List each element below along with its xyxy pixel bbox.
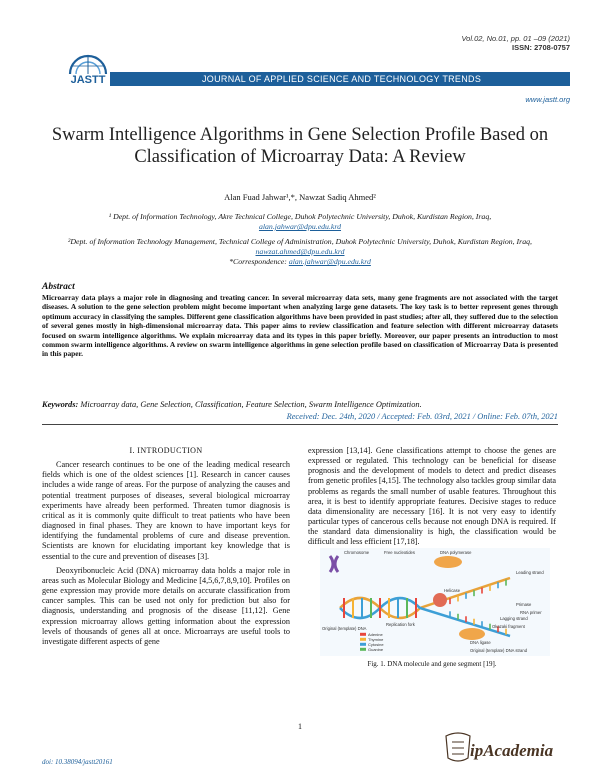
figure-label: Leading strand — [516, 570, 544, 575]
column-right — [308, 446, 556, 552]
figure-label: Chromosome — [344, 550, 370, 555]
keywords-text: Microarray data, Gene Selection, Classification, Feature Selection, Swarm Intelligence Optimization. — [80, 400, 422, 409]
intro-paragraph-2: Deoxyribonucleic Acid (DNA) microarray data holds a major role in areas such as Molecular Biology and Medicine [4,5,6,7,8,9,10]. Profiles on gene expression may provide more details on accurate classification from cancer samples. This can be used not only for prediction but also for diagnosis, understanding and prognosis of the disease [11,12]. Gene expression microarray allows getting information about the expression levels of thousands of genes all at once. Microarrays are useful tools to investigate different aspects of gene — [42, 565, 290, 646]
figure-label: Lagging strand — [500, 616, 528, 621]
legend-label: Cytosine — [368, 642, 384, 647]
legend-label: Guanine — [368, 647, 384, 652]
email-2-link[interactable]: nawzat.ahmed@dpu.edu.krd — [255, 247, 345, 256]
figure-label: Okazaki fragment — [492, 624, 525, 629]
received-dates: Received: Dec. 24th, 2020 / Accepted: Feb. 03rd, 2021 / Online: Feb. 07th, 2021 — [286, 412, 558, 421]
correspondence-label: *Correspondence: — [229, 257, 287, 266]
intro-paragraph-3: expression [13,14]. Gene classifications attempt to choose the genes are expressed or regulated. This technology can be beneficial for disease prognosis and the development of models to detect and predict diseases from genetic profiles [4,15]. The technology also tackles group similar data problems as regards the small number of usable features. Throughout this area, it is best to identify appropriate features. Decisive stages to reduce data dimensionality are necessary [16]. It is not very easy to identify particular types of cancerous cells because not enough DNA is required. If the standard data dimensionality is high, the classification would be difficult and less efficient [17,18]. — [308, 446, 556, 547]
journal-name-bar: JOURNAL OF APPLIED SCIENCE AND TECHNOLOGY TRENDS — [110, 72, 570, 86]
intro-paragraph-1: Cancer research continues to be one of the leading medical research fields which is one of the oldest sciences [1]. Research in cancer causes includes a wide range of areas. For the purpose of analyzing the causes and potential treatment purposes of diseases, several biological microarray experiments have already been performed. Threaten tumor diagnosis is critical as it is commonly quite difficult to treat patients who have been diagnosed in final phases. They are known to have important keys for identifying the fundamental problems of cure and disease prevention. Scientists are known for elucidating important key knowledge that is essential to the cure and prevention of diseases [3]. — [42, 460, 290, 561]
issn: ISSN: 2708-0757 — [512, 43, 570, 52]
legend-swatch — [360, 643, 366, 646]
figure-label: Free nucleotides — [384, 550, 415, 555]
affiliation-2-text: ²Dept. of Information Technology Management, Technical College of Administration, Duhok Polytechnic University, Duhok, Kurdistan Region, Iraq, — [68, 237, 532, 246]
publisher-name: ipAcademia — [470, 741, 554, 760]
affiliation-1 — [45, 212, 555, 232]
paper-title: Swarm Intelligence Algorithms in Gene Selection Profile Based on Classification of Microarray Data: A Review — [51, 125, 549, 167]
helicase-icon — [433, 593, 447, 607]
correspondence-email-link[interactable]: alan.jahwar@dpu.edu.krd — [288, 257, 371, 266]
volume-info: Vol.02, No.01, pp. 01 –09 (2021) — [461, 34, 570, 43]
keywords-label: Keywords: — [42, 400, 79, 409]
legend-swatch — [360, 633, 366, 636]
legend-label: Thymine — [368, 637, 384, 642]
affiliation-1-text: ¹ Dept. of Information Technology, Akre Technical College, Duhok Polytechnic University, Duhok, Kurdistan Region, Iraq, — [108, 212, 492, 221]
figure-caption: Fig. 1. DNA molecule and gene segment [19]. — [367, 660, 497, 668]
figure-label: RNA primer — [520, 610, 542, 615]
website-link[interactable]: www.jastt.org — [525, 95, 570, 104]
figure-label: Primase — [516, 602, 532, 607]
keywords — [42, 400, 558, 411]
figure-label: DNA polymerase — [440, 550, 472, 555]
abstract-text: Microarray data plays a major role in diagnosing and treating cancer. In several microarray data sets, many gene fragments are not associated with the target diseases. A solution to the gene selection problem might become important when analyzing large gene datasets. The key task is to better represent genes through optimum accuracy in classifying the samples. Different gene classification algorithms have been provided in past studies; after all, they suffered due to the selection of several genes mostly in high-dimensional microarray data. This paper aims to review classification and feature selection with different microarray datasets focused on swarm intelligence algorithms. We explain microarray data and its types in this paper briefly. Moreover, our paper presents an introduction to most common swarm intelligence algorithms. A review on swarm intelligence algorithms in gene selection profile based on classification of Microarray Data is presented in this paper. — [42, 293, 558, 359]
email-1-link[interactable]: alan.jahwar@dpu.edu.krd — [258, 222, 342, 231]
doi-link[interactable]: doi: 10.38094/jastt20161 — [42, 758, 113, 766]
figure-label: Original (template) DNA strand — [470, 648, 528, 653]
authors: Alan Fuad Jahwar¹,*, Nawzat Sadiq Ahmed² — [224, 192, 376, 202]
jastt-logo — [58, 48, 118, 92]
legend-swatch — [360, 648, 366, 651]
legend-swatch — [360, 638, 366, 641]
figure-label: Helicase — [444, 588, 461, 593]
figure-label: Original (template) DNA — [322, 626, 367, 631]
section-heading: I. INTRODUCTION — [129, 446, 203, 455]
logo-text: JASTT — [70, 74, 106, 86]
publisher-emblem-icon — [446, 733, 470, 761]
page-number: 1 — [298, 722, 302, 731]
legend-label: Adenine — [368, 632, 383, 637]
dna-figure — [320, 548, 550, 656]
abstract-heading: Abstract — [42, 282, 75, 292]
affiliation-2 — [45, 237, 555, 267]
figure-label: Replication fork — [386, 622, 415, 627]
ipacademia-logo — [436, 728, 566, 768]
column-left — [42, 446, 290, 651]
divider — [42, 424, 558, 425]
figure-label: DNA ligase — [470, 640, 491, 645]
logo-globe-icon — [70, 56, 106, 74]
